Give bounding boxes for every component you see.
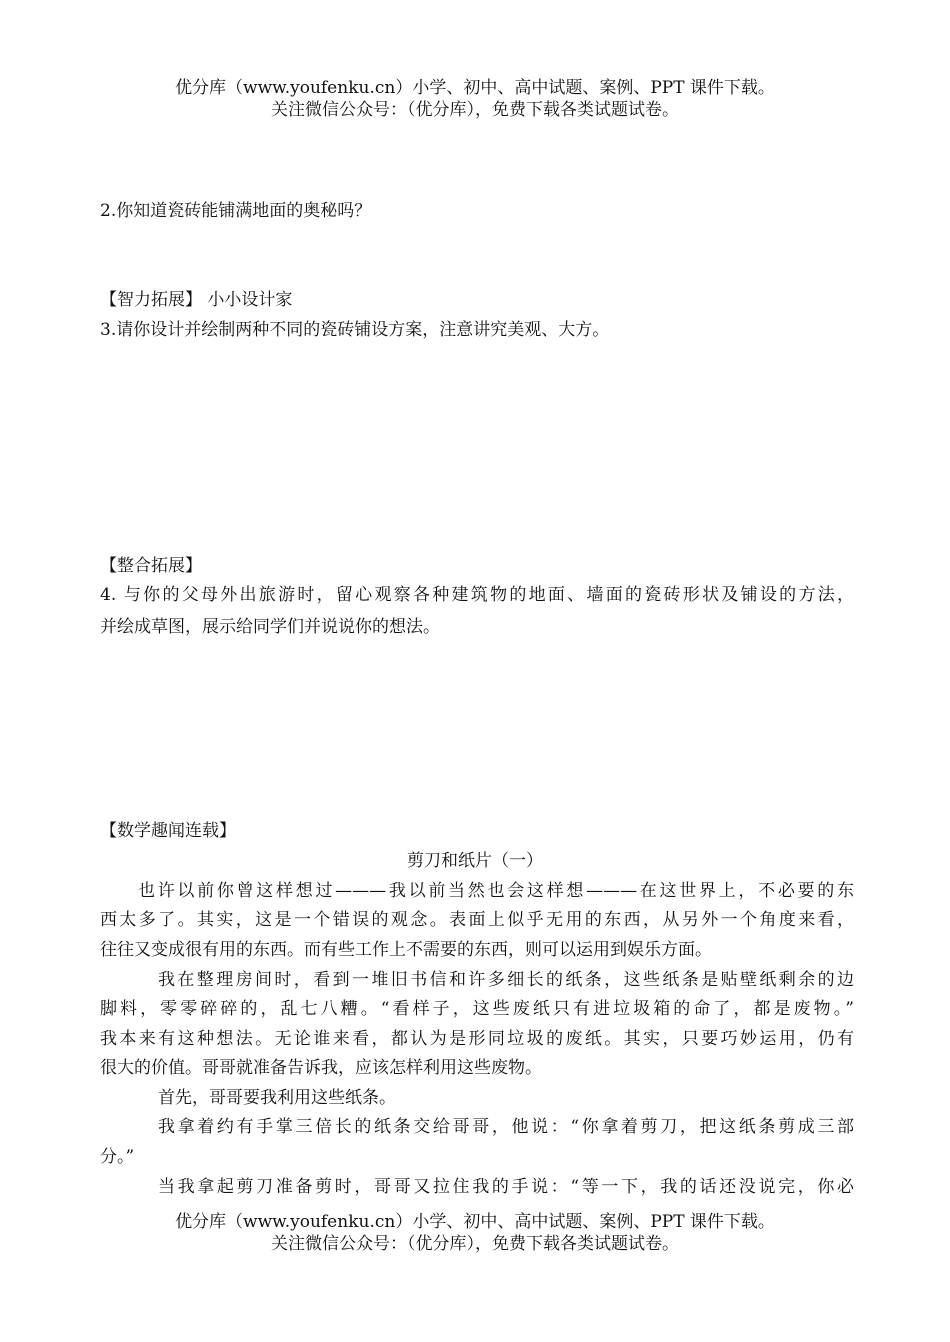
story-section-heading: 【数学趣闻连载】 (100, 821, 236, 841)
story-line: 首先，哥哥要我利用这些纸条。 (158, 1088, 396, 1108)
story-line: 往往又变成很有用的东西。而有些工作上不需要的东西，则可以运用到娱乐方面。 (100, 940, 712, 960)
question-4-line-1: 4. 与你的父母外出旅游时，留心观察各种建筑物的地面、墙面的瓷砖形状及铺设的方法， (100, 585, 854, 605)
question-3: 3.请你设计并绘制两种不同的瓷砖铺设方案，注意讲究美观、大方。 (100, 320, 610, 340)
question-2: 2.你知道瓷砖能铺满地面的奥秘吗？ (100, 201, 372, 221)
story-line: 我在整理房间时，看到一堆旧书信和许多细长的纸条，这些纸条是贴壁纸剩余的边 (158, 970, 854, 990)
story-title: 剪刀和纸片（一） (407, 851, 543, 871)
story-line: 当我拿起剪刀准备剪时，哥哥又拉住我的手说：“等一下，我的话还没说完，你必 (158, 1177, 854, 1197)
header-line-2: 关注微信公众号：（优分库），免费下载各类试题试卷。 (271, 100, 679, 120)
header-line-1: 优分库（www.youfenku.cn）小学、初中、高中试题、案例、PPT 课件下载。 (175, 78, 775, 98)
section-zhenghe-heading: 【整合拓展】 (100, 556, 202, 576)
story-line: 也许以前你曾这样想过———我以前当然也会这样想———在这世界上，不必要的东 (138, 881, 854, 901)
story-line: 很大的价值。哥哥就准备告诉我，应该怎样利用这些废物。 (100, 1058, 542, 1078)
story-line: 我拿着约有手掌三倍长的纸条交给哥哥，他说：“你拿着剪刀，把这纸条剪成三部 (158, 1117, 854, 1137)
section-zhili-heading: 【智力拓展】 小小设计家 (100, 290, 293, 310)
footer-line-1: 优分库（www.youfenku.cn）小学、初中、高中试题、案例、PPT 课件下载。 (175, 1212, 775, 1232)
story-line: 我本来有这种想法。无论谁来看，都认为是形同垃圾的废纸。其实，只要巧妙运用，仍有 (100, 1029, 854, 1049)
question-4-line-2: 并绘成草图，展示给同学们并说说你的想法。 (100, 617, 440, 637)
footer-line-2: 关注微信公众号：（优分库），免费下载各类试题试卷。 (271, 1234, 679, 1254)
story-line: 西太多了。其实，这是一个错误的观念。表面上似乎无用的东西，从另外一个角度来看， (100, 910, 854, 930)
story-line: 脚料，零零碎碎的，乱七八糟。“看样子，这些废纸只有进垃圾箱的命了，都是废物。” (100, 999, 854, 1019)
story-line: 分。” (100, 1147, 135, 1167)
